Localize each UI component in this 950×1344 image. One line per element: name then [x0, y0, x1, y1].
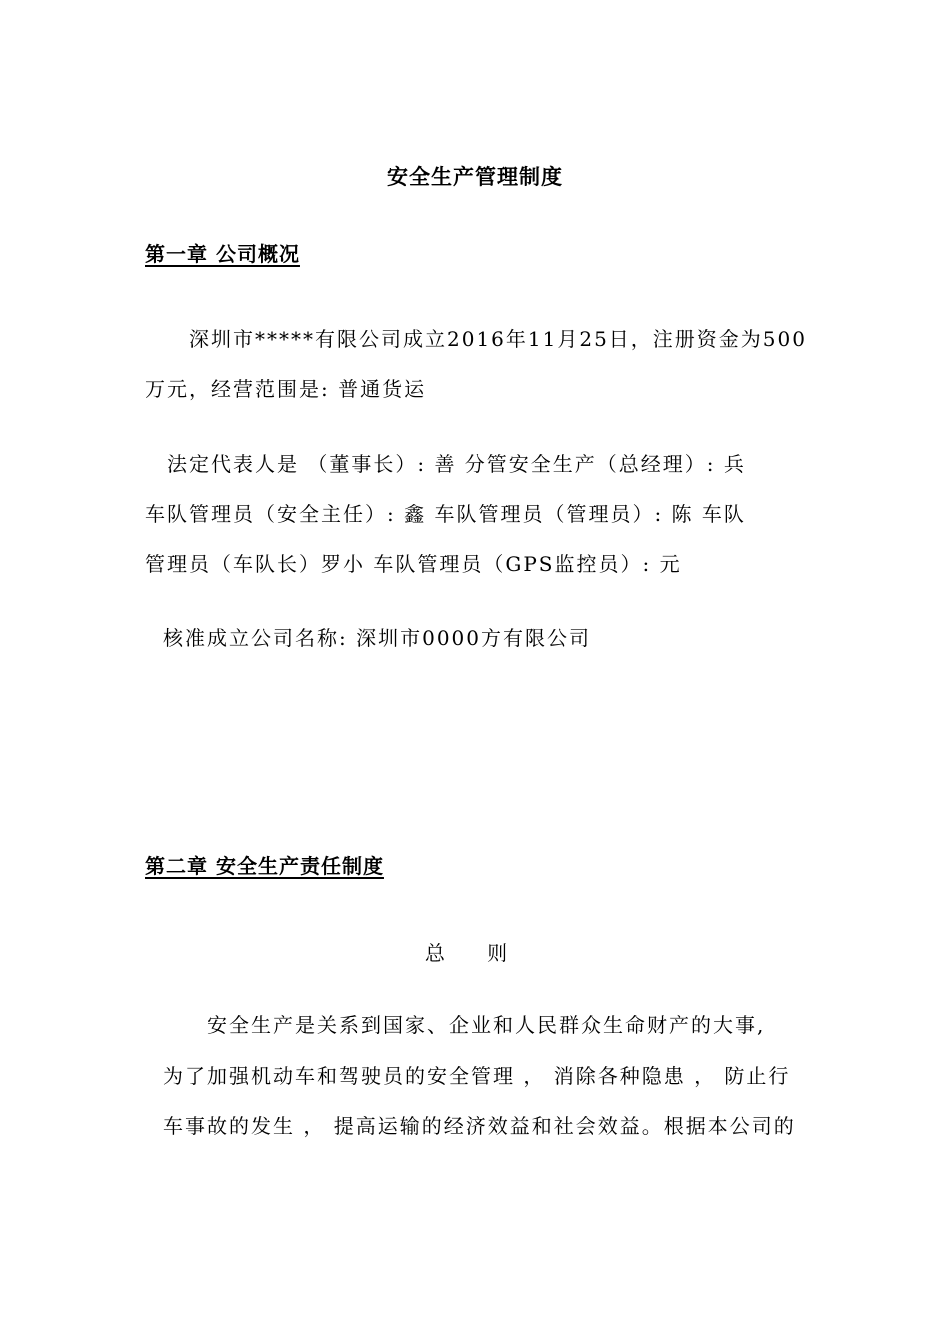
- chapter-2-para-1-line-1: 安全生产是关系到国家、企业和人民群众生命财产的大事,: [207, 1013, 766, 1037]
- chapter-2-subheading: 总 则: [424, 941, 526, 965]
- chapter-1-para-2-line-1: 法定代表人是 （董事长）: 善 分管安全生产（总经理）: 兵: [167, 452, 746, 476]
- chapter-1-para-1-line-2: 万元，经营范围是: 普通货运: [145, 377, 427, 401]
- chapter-1-para-2-line-3: 管理员（车队长）罗小 车队管理员（GPS监控员）: 元: [145, 552, 682, 576]
- chapter-1-heading: 第一章 公司概况: [145, 242, 300, 266]
- chapter-2-para-1-line-3: 车事故的发生 ， 提高运输的经济效益和社会效益。根据本公司的: [163, 1114, 796, 1138]
- chapter-2-heading: 第二章 安全生产责任制度: [145, 854, 384, 878]
- chapter-2-para-1-line-2: 为了加强机动车和驾驶员的安全管理 ， 消除各种隐患 ， 防止行: [163, 1064, 791, 1088]
- chapter-1-para-1-line-1: 深圳市*****有限公司成立2016年11月25日，注册资金为500: [189, 327, 807, 351]
- document-title: 安全生产管理制度: [387, 165, 563, 189]
- chapter-1-para-3-line-1: 核准成立公司名称: 深圳市0000方有限公司: [163, 626, 591, 650]
- chapter-1-para-2-line-2: 车队管理员（安全主任）: 鑫 车队管理员（管理员）: 陈 车队: [145, 502, 746, 526]
